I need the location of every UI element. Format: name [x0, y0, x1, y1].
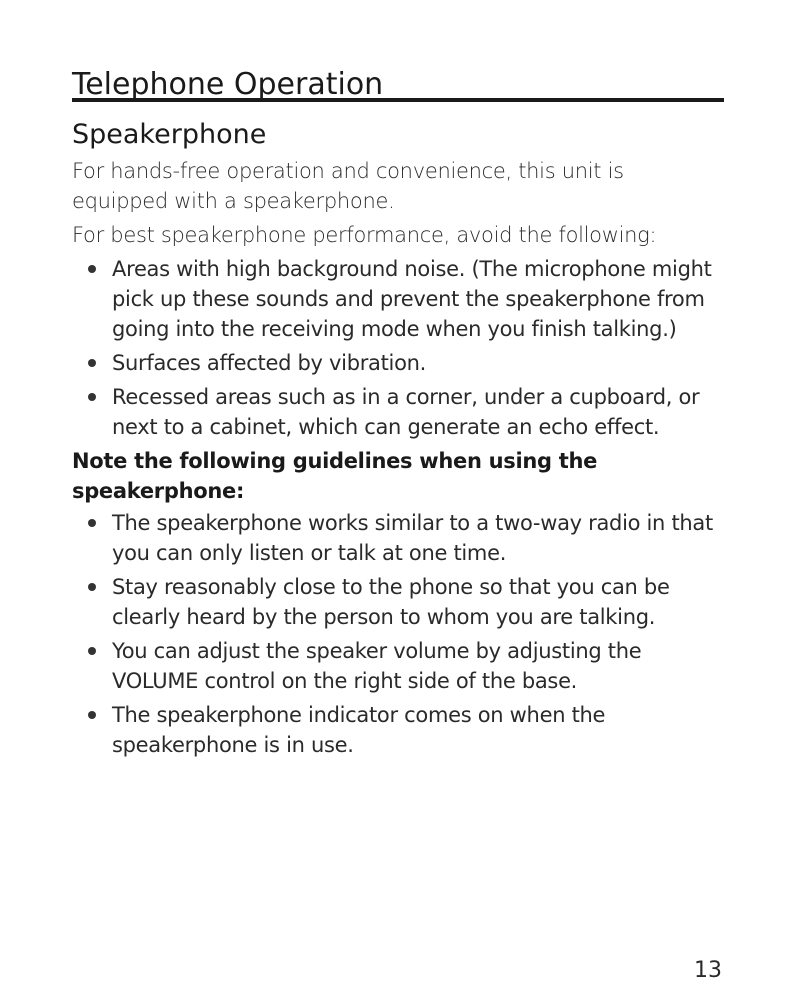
list-item [112, 348, 724, 378]
bullet-icon [88, 359, 96, 367]
intro-paragraph-1: For hands-free operation and convenience, this unit is equipped with a speakerphone. [72, 159, 624, 213]
document-page [72, 66, 724, 764]
list-item-text: You can adjust the speaker volume by adjusting the VOLUME control on the right side of the base. [112, 639, 642, 693]
bullet-icon [88, 393, 96, 401]
list-item [112, 508, 724, 568]
list-item [112, 700, 724, 760]
note-heading: Note the following guidelines when using the speakerphone: [72, 449, 598, 503]
guidelines-list [72, 508, 724, 760]
section-title-text: Telephone Operation [72, 67, 384, 102]
page-number: 13 [694, 958, 722, 983]
list-item [112, 254, 724, 344]
subheading: Speakerphone [72, 119, 267, 150]
bullet-icon [88, 519, 96, 527]
list-item [112, 382, 724, 442]
section-title [72, 66, 724, 106]
bullet-icon [88, 647, 96, 655]
avoid-list [72, 254, 724, 442]
list-item [112, 572, 724, 632]
list-item [112, 636, 724, 696]
list-item-text: The speakerphone works similar to a two-way radio in that you can only listen or talk at one time. [112, 511, 713, 565]
list-item-text: Areas with high background noise. (The microphone might pick up these sounds and prevent the speakerphone from going into the receiving mode when you finish talking.) [112, 257, 712, 341]
list-item-text: Surfaces affected by vibration. [112, 351, 427, 375]
list-item-text: The speakerphone indicator comes on when the speakerphone is in use. [112, 703, 606, 757]
list-item-text: Stay reasonably close to the phone so that you can be clearly heard by the person to whom you are talking. [112, 575, 670, 629]
intro-paragraph-2: For best speakerphone performance, avoid the following: [72, 223, 657, 247]
bullet-icon [88, 711, 96, 719]
bullet-icon [88, 265, 96, 273]
list-item-text: Recessed areas such as in a corner, under a cupboard, or next to a cabinet, which can generate an echo effect. [112, 385, 700, 439]
bullet-icon [88, 583, 96, 591]
